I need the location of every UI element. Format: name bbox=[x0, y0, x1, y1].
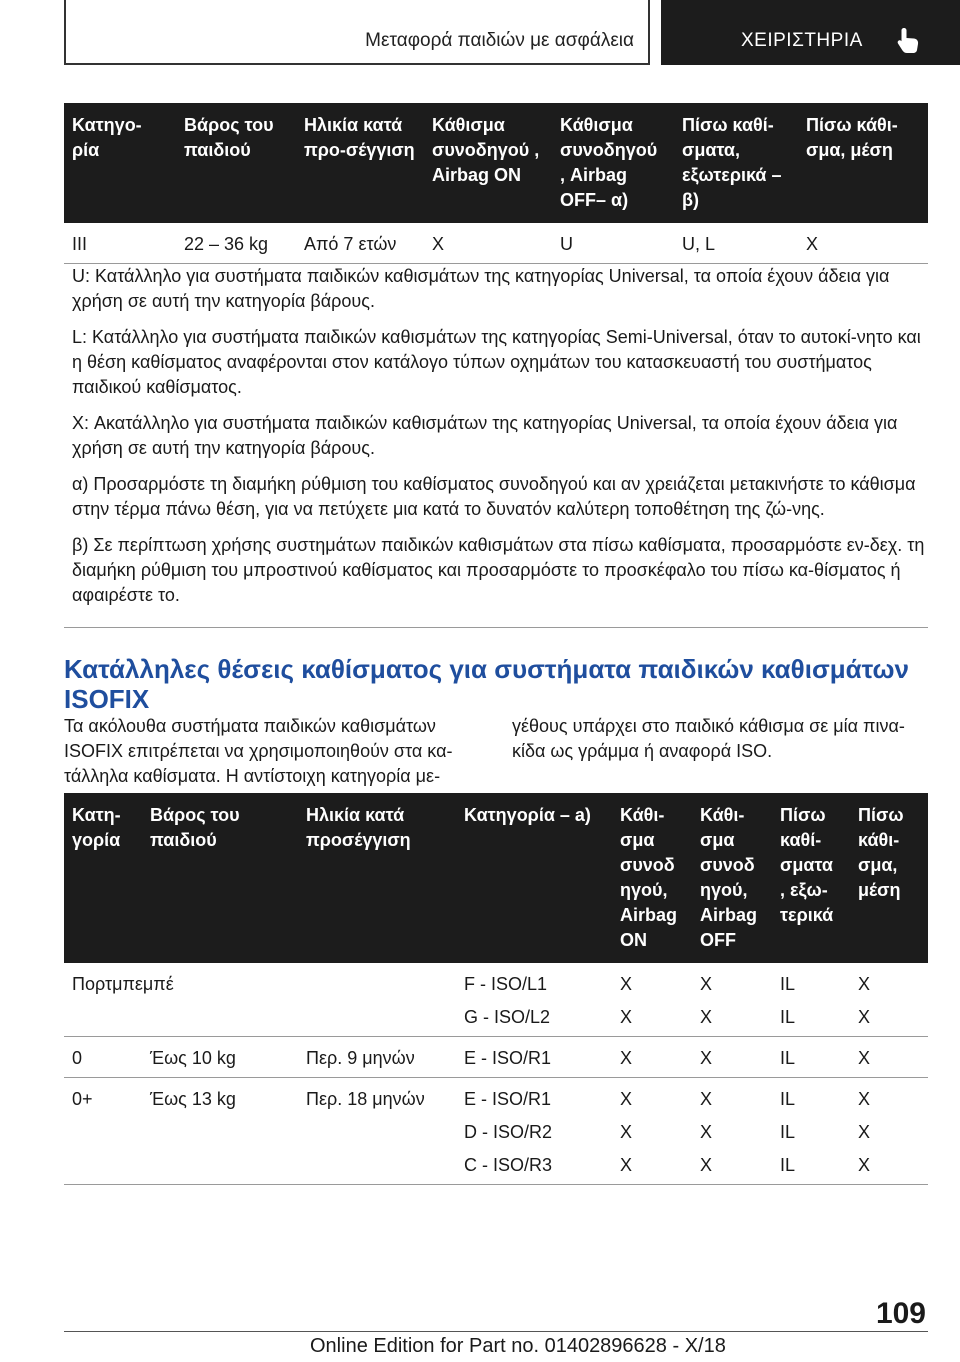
cell-age: Περ. 9 μηνών bbox=[298, 1037, 456, 1078]
table-row bbox=[64, 223, 928, 264]
cell-line: X bbox=[700, 1007, 713, 1027]
table-header-row bbox=[64, 103, 928, 223]
cell-line: IL bbox=[780, 1122, 796, 1142]
header-front-airbag-on: Κάθι-σμα συνοδ ηγού, Airbag ON bbox=[612, 793, 692, 963]
child-seat-category-table bbox=[64, 103, 928, 264]
cell-rear-center bbox=[850, 1078, 928, 1185]
section-title: Κατάλληλες θέσεις καθίσματος για συστήματα παιδικών καθισμάτων ISOFIX bbox=[64, 654, 909, 714]
edition-info: Online Edition for Part no. 01402896628 - X/18 bbox=[310, 1335, 726, 1357]
cell-weight: Έως 13 kg bbox=[142, 1078, 298, 1185]
page-number: 109 bbox=[875, 1297, 926, 1330]
cell-front-airbag-off bbox=[692, 963, 772, 1037]
cell-line: E - ISO/R1 bbox=[464, 1089, 552, 1109]
header-section-title: Μεταφορά παιδιών με ασφάλεια bbox=[365, 30, 634, 51]
header-category: Κατη-γορία bbox=[64, 793, 142, 963]
cell-line: X bbox=[700, 1089, 713, 1109]
cell-line: X bbox=[858, 1048, 871, 1068]
note-semi-universal: L: Κατάλληλο για συστήματα παιδικών καθισμάτων της κατηγορίας Semi-Universal, όταν το αυτοκί-νητο και η θέση καθίσματος αναφέρονται στον κατάλογο τύπων οχημάτων του κατασκευαστή του συστήματος παιδικού καθίσματος. bbox=[72, 327, 921, 397]
intro-text-right: γέθους υπάρχει στο παιδικό κάθισμα σε μία πινα-κίδα ως γράμμα ή αναφορά ISO. bbox=[512, 716, 905, 761]
note-unsuitable: X: Ακατάλληλο για συστήματα παιδικών καθισμάτων της κατηγορίας Universal, τα οποία έχουν άδεια για χρήση σε αυτή την κατηγορία βάρους. bbox=[72, 413, 898, 458]
header-rear-center: Πίσω κάθι-σμα, μέση bbox=[798, 103, 928, 223]
cell-front-airbag-off: U bbox=[552, 223, 674, 264]
isofix-seat-table bbox=[64, 793, 928, 1185]
cell-rear-center bbox=[850, 963, 928, 1037]
cell-line: X bbox=[700, 1122, 713, 1142]
cell-line: IL bbox=[780, 974, 796, 994]
cell-line: X bbox=[700, 1155, 713, 1175]
table-row bbox=[64, 963, 928, 1037]
header-chapter-tab bbox=[661, 0, 960, 65]
cell-line: D - ISO/R2 bbox=[464, 1122, 553, 1142]
note-beta: β) Σε περίπτωση χρήσης συστημάτων παιδικών καθισμάτων στα πίσω καθίσματα, προσαρμόστε εν-δεχ. τη διαμήκη ρύθμιση του μπροστινού καθίσματος και προσαρμόστε το προσκέφαλο του πίσω κα-θίσματος ή αφαιρέστε το. bbox=[72, 535, 925, 605]
cell-line: X bbox=[700, 1048, 713, 1068]
cell-line: X bbox=[858, 1007, 871, 1027]
cell-rear-outer bbox=[772, 1078, 850, 1185]
cell-line: E - ISO/R1 bbox=[464, 1048, 552, 1068]
header-child-weight: Βάρος του παιδιού bbox=[176, 103, 296, 223]
header-front-airbag-off: Κάθισμα συνοδηγού , Airbag OFF– α) bbox=[552, 103, 674, 223]
table-row bbox=[64, 1037, 928, 1078]
header-rear-outer: Πίσω καθί-σματα , εξω-τερικά bbox=[772, 793, 850, 963]
header-child-weight: Βάρος του παιδιού bbox=[142, 793, 298, 963]
note-universal: U: Κατάλληλο για συστήματα παιδικών καθισμάτων της κατηγορίας Universal, τα οποία έχουν άδεια για χρήση σε αυτή την κατηγορία βάρους. bbox=[72, 266, 890, 311]
cell-line: X bbox=[620, 1007, 633, 1027]
header-category: Κατηγο-ρία bbox=[64, 103, 176, 223]
cell-front-airbag-on bbox=[612, 1037, 692, 1078]
cell-age: Από 7 ετών bbox=[296, 223, 424, 264]
header-rear-outer: Πίσω καθί-σματα, εξωτερικά – β) bbox=[674, 103, 798, 223]
note-alpha: α) Προσαρμόστε τη διαμήκη ρύθμιση του καθίσματος συνοδηγού και αν χρειάζεται μετακινήστε το κάθισμα στην τέρμα πάνω θέση, για να πετύχετε μια κατά το δυνατόν καλύτερη τοποθέτηση της ζώ-νης. bbox=[72, 474, 916, 519]
cell-line: G - ISO/L2 bbox=[464, 1007, 551, 1027]
cell-category: Πορτμπεμπέ bbox=[64, 963, 142, 1037]
cell-line: X bbox=[858, 1089, 871, 1109]
cell-weight: Έως 10 kg bbox=[142, 1037, 298, 1078]
cell-line: X bbox=[858, 1155, 871, 1175]
cell-front-airbag-off bbox=[692, 1078, 772, 1185]
cell-rear-center bbox=[850, 1037, 928, 1078]
header-iso-category: Κατηγορία – a) bbox=[456, 793, 612, 963]
cell-line: X bbox=[620, 1155, 633, 1175]
cell-line: X bbox=[620, 1089, 633, 1109]
cell-line: IL bbox=[780, 1089, 796, 1109]
cell-front-airbag-on bbox=[612, 963, 692, 1037]
cell-iso-category bbox=[456, 1078, 612, 1185]
cell-line: C - ISO/R3 bbox=[464, 1155, 553, 1175]
header-approx-age: Ηλικία κατά προ-σέγγιση bbox=[296, 103, 424, 223]
footer-divider bbox=[64, 1331, 928, 1332]
divider bbox=[64, 627, 928, 628]
cell-front-airbag-off bbox=[692, 1037, 772, 1078]
intro-text-left: Τα ακόλουθα συστήματα παιδικών καθισμάτων ISOFIX επιτρέπεται να χρησιμοποιηθούν στα κα-τάλληλα καθίσματα. Η αντίστοιχη κατηγορία με- bbox=[64, 716, 453, 786]
cell-category: 0+ bbox=[64, 1078, 142, 1185]
header-rear-center: Πίσω κάθι-σμα, μέση bbox=[850, 793, 928, 963]
cell-age bbox=[298, 963, 456, 1037]
cell-line: IL bbox=[780, 1155, 796, 1175]
cell-line: IL bbox=[780, 1007, 796, 1027]
cell-line: X bbox=[620, 1048, 633, 1068]
cell-line: F - ISO/L1 bbox=[464, 974, 548, 994]
cell-age: Περ. 18 μηνών bbox=[298, 1078, 456, 1185]
cell-line: X bbox=[620, 974, 633, 994]
legend-notes bbox=[64, 264, 928, 619]
cell-category: III bbox=[64, 223, 176, 264]
cell-rear-center: X bbox=[798, 223, 928, 264]
cell-front-airbag-on: X bbox=[424, 223, 552, 264]
cell-rear-outer: U, L bbox=[674, 223, 798, 264]
cell-iso-category bbox=[456, 1037, 612, 1078]
cell-line: IL bbox=[780, 1048, 796, 1068]
header-section-frame bbox=[64, 0, 650, 65]
cell-line: X bbox=[858, 1122, 871, 1142]
header-front-airbag-off: Κάθι-σμα συνοδ ηγού, Airbag OFF bbox=[692, 793, 772, 963]
cell-front-airbag-on bbox=[612, 1078, 692, 1185]
cell-category: 0 bbox=[64, 1037, 142, 1078]
cell-line: X bbox=[700, 974, 713, 994]
cell-weight: 22 – 36 kg bbox=[176, 223, 296, 264]
header-chapter-title: ΧΕΙΡΙΣΤΗΡΙΑ bbox=[741, 30, 863, 51]
cell-iso-category bbox=[456, 963, 612, 1037]
table-row bbox=[64, 1078, 928, 1185]
cell-rear-outer bbox=[772, 1037, 850, 1078]
hand-pointer-icon bbox=[895, 26, 921, 54]
cell-line: X bbox=[620, 1122, 633, 1142]
table-header-row bbox=[64, 793, 928, 963]
cell-line: X bbox=[858, 974, 871, 994]
cell-rear-outer bbox=[772, 963, 850, 1037]
header-approx-age: Ηλικία κατά προσέγγιση bbox=[298, 793, 456, 963]
header-front-airbag-on: Κάθισμα συνοδηγού , Airbag ON bbox=[424, 103, 552, 223]
